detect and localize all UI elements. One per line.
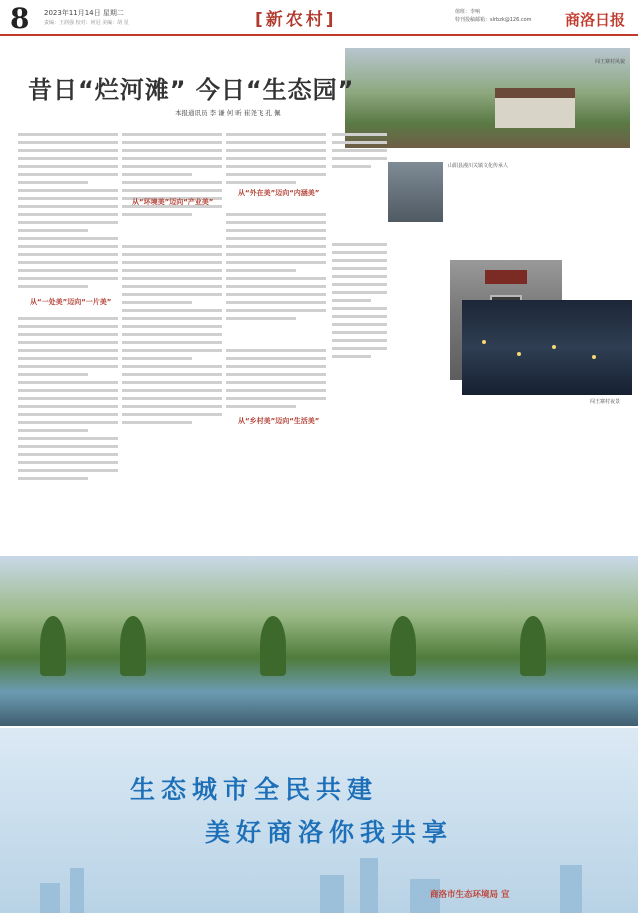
subhead: 从“乡村美”迈向“生活美” — [238, 417, 320, 425]
subhead: 从“环境美”迈向“产业美” — [132, 198, 214, 206]
text-column — [332, 128, 387, 553]
subhead: 从“外在美”迈向“内涵美” — [238, 189, 320, 197]
ad-slogan: 生态城市全民共建 — [130, 775, 379, 804]
page-header — [0, 0, 638, 36]
article-title: 昔日“烂河滩” 今日“生态园” — [28, 76, 355, 104]
night-photo — [462, 300, 632, 395]
top-photo — [345, 48, 630, 148]
header-meta-line: 值班：李响 — [455, 9, 481, 15]
header-meta — [455, 8, 555, 24]
ad-sponsor: 商洛市生态环境局 宣 — [430, 890, 510, 900]
section-title: [新农村] — [255, 10, 337, 30]
newspaper-logo: 商洛日报 — [565, 11, 626, 29]
river-panorama-photo — [0, 556, 638, 726]
top-photo-caption: 闯王寨村风貌 — [595, 59, 626, 65]
village-house-shape — [495, 88, 575, 128]
editor-credits: 责编：王润强 校对：何冠 美编：胡 星 — [44, 20, 129, 26]
ad-slogan: 美好商洛你我共享 — [205, 818, 454, 847]
text-column — [18, 128, 118, 553]
issue-date: 2023年11月14日 星期二 — [44, 9, 124, 17]
portrait-caption: 山阳县漫川关镇文化传承人 — [448, 163, 509, 169]
night-caption: 闯王寨村夜景 — [590, 399, 621, 405]
header-meta-line: 特刊投稿邮箱：slrbzk@126.com — [455, 17, 532, 23]
page-number: 8 — [10, 2, 30, 35]
text-column — [122, 128, 222, 553]
subhead: 从“一处美”迈向“一片美” — [30, 298, 112, 306]
gate-sign-shape — [485, 270, 527, 284]
article-byline: 本报通讯员 李 谦 何 昕 崔尧飞 孔 佩 — [175, 109, 281, 117]
portrait-photo — [388, 162, 443, 222]
